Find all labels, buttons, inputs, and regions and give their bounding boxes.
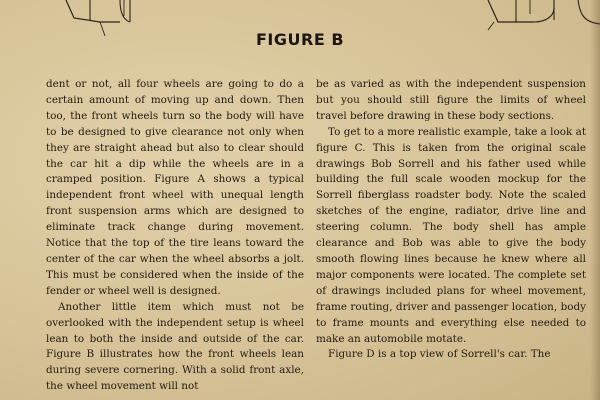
figure-title: FIGURE B	[255, 30, 345, 49]
page-edge-shadow	[590, 0, 600, 400]
right-text-column	[316, 77, 586, 363]
paragraph: Another little item which must not be overlooked with the independent setup is wheel lean to both the inside and outside of the car. Figure B illustrates how the front wheels lean during severe cornering. With a solid front axle, the wheel movement will not	[46, 300, 304, 393]
paragraph: Figure D is a top view of Sorrell's car. The	[328, 348, 551, 361]
paragraph: dent or not, all four wheels are going to do a certain amount of moving up and down. Then too, the front wheels turn so the body will have to be designed to give clearance not only when they are straight ahead but also to clear should the car hit a dip while the wheels are in a cramped position. Figure A shows a typical independent front wheel with unequal length front suspension arms which are designed to eliminate track change during movement. Notice that the top of the tire leans toward the center of the car when the wheel absorbs a jolt. This must be considered when the inside of the fender or wheel well is designed.	[46, 78, 304, 297]
left-text-column	[46, 77, 304, 395]
paragraph: be as varied as with the independent suspension but you should still figure the limits of wheel travel before drawing in these body sections.	[316, 78, 586, 122]
paragraph: To get to a more realistic example, take a look at figure C. This is taken from the original scale drawings Bob Sorrell and his father used while building the full scale wooden mockup for the Sorrell fiberglass roadster body. Note the scaled sketches of the engine, radiator, drive line and steering column. The body shell has ample clearance and Bob was able to give the body smooth flowing lines because he knew where all major components were located. The complete set of drawings included plans for wheel movement, frame routing, driver and passenger location, body to frame mounts and everything else needed to make an automobile motate.	[316, 125, 586, 345]
